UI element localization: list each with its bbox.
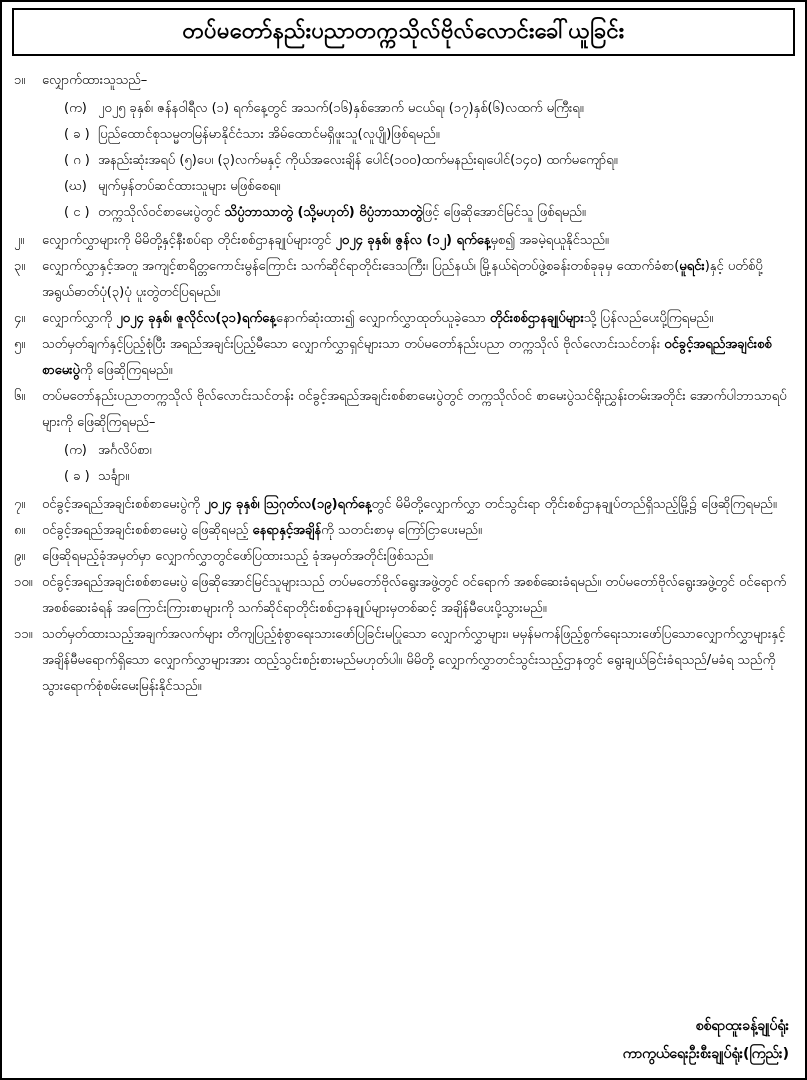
text-segment: သို့ ပြန်လည်ပေးပို့ကြရမည်။ xyxy=(583,311,714,326)
bold-segment: သိပ္ပံဘာသာတွဲ (သို့မဟုတ်) ဗိပ္ပံဘာသာတွဲ xyxy=(224,205,423,220)
section-text xyxy=(42,492,791,518)
bold-segment: ဝင်ခွင့်အရည်အချင်းစစ်စာမေးပွဲ xyxy=(42,337,772,378)
text-segment: ကို ဖြေဆိုကြရမည်။ xyxy=(79,363,173,378)
section-2 xyxy=(14,228,791,254)
notice-title: တပ်မတော်နည်းပညာတက္ကသိုလ်ဗိုလ်လောင်းခေါ်ယူခြင်း xyxy=(12,8,795,56)
section-text: ဝင်ခွင့်အရည်အချင်းစစ်စာမေးပွဲ ဖြေဆိုအောင်မြင်သူများသည် တပ်မတော်ဗိုလ်ရွေးအဖွဲ့တွင် ဝင်ရောက် အစစ်ဆေးခံရမည်။ တပ်မတော်ဗိုလ်ရွေးအဖွဲ့တွင် ဝင်ရောက်အစစ်ဆေးခံရန် အကြောင်းကြားစာများကို သက်ဆိုင်ရာတိုင်းစစ်ဌာနချုပ်များမှတစ်ဆင့် အချိန်မီပေးပို့သွားမည်။ xyxy=(42,575,787,616)
item-text xyxy=(98,200,791,226)
item-letter: ( င ) xyxy=(64,205,90,220)
item-text: သင်္ချာ။ xyxy=(98,469,130,484)
parent-office: ကာကွယ်ရေးဦးစီးချုပ်ရုံး(ကြည်း) xyxy=(622,1046,789,1062)
bold-segment: တိုင်းစစ်ဌာနချုပ်များ xyxy=(489,311,584,326)
text-segment: တွင် မိမိတို့လျှောက်လွှာ တင်သွင်းရာ တိုင်းစစ်ဌာနချုပ်တည်ရှိသည့်မြို့၌ ဖြေဆိုကြရမည်။ xyxy=(371,497,777,512)
item-text: မျက်မှန်တပ်ဆင်ထားသူများ မဖြစ်စေရ။ xyxy=(98,179,281,194)
text-segment: လျှောက်လွှာနှင့်အတူ အကျင့်စာရိတ္တကောင်းမွန်ကြောင်း သက်ဆိုင်ရာတိုင်းဒေသကြီး၊ ပြည်နယ်၊ မြို့နယ်ရဲတပ်ဖွဲ့စခန်းတစ်ခုခုမှ ထောက်ခံစာ( xyxy=(42,259,680,274)
section-5 xyxy=(14,332,791,384)
issuing-office: စစ်ရာထူးခန့်ချုပ်ရုံး xyxy=(695,1018,789,1034)
section-text xyxy=(42,306,791,332)
section-number: ၁။ xyxy=(14,73,26,88)
section-text xyxy=(42,332,791,384)
section-number: ၆။ xyxy=(14,389,26,404)
section-number: ၁၁။ xyxy=(14,627,33,642)
text-segment: သတ်မှတ်ချက်နှင့်ပြည့်စုံပြီး အရည်အချင်းပြည့်မီသော လျှောက်လွှာရှင်များသာ တပ်မတော်နည်းပညာ တက္ကသိုလ် ဗိုလ်လောင်းသင်တန်း xyxy=(42,337,665,352)
text-segment: မှစ၍ အခမဲ့ရယူနိုင်သည်။ xyxy=(490,233,609,248)
section-text: ဖြေဆိုရမည့်ခုံအမှတ်မှာ လျှောက်လွှာတွင်ဖော်ပြထားသည့် ခုံအမှတ်အတိုင်းဖြစ်သည်။ xyxy=(42,549,433,564)
text-segment: တက္ကသိုလ်ဝင်စာမေးပွဲတွင် xyxy=(98,205,225,220)
subject-item xyxy=(14,438,791,464)
section-4 xyxy=(14,306,791,332)
subject-item xyxy=(14,464,791,490)
section-3 xyxy=(14,254,791,306)
section-number: ၂။ xyxy=(14,233,25,248)
item-letter: (ဃ) xyxy=(64,179,87,194)
text-segment: နောက်ဆုံးထား၍ လျှောက်လွှာထုတ်ယူခဲ့သော xyxy=(275,311,490,326)
item-text: ၂၀၂၅ ခုနှစ်၊ ဇန်နဝါရီလ (၁) ရက်နေ့တွင် အသက်(၁၆)နှစ်အောက် မငယ်ရ၊ (၁၇)နှစ်(၆)လထက် မကြီးရ။ xyxy=(98,101,584,116)
section-number: ၈။ xyxy=(14,523,26,538)
section-11 xyxy=(14,622,791,700)
section-text: သတ်မှတ်ထားသည့်အချက်အလက်များ တိကျပြည့်စုံစွာရေးသားဖော်ပြခြင်းမပြုသော လျှောက်လွှာများ၊ မမှန်မကန်ဖြည့်စွက်ရေးသားဖော်ပြသောလျှောက်လွှာများနှင့် အချိန်မီမရောက်ရှိသော လျှောက်လွှာများအား ထည့်သွင်းစဉ်းစားမည်မဟုတ်ပါ။ မိမိတို့ လျှောက်လွှာတင်သွင်းသည့်ဌာနတွင် ရွေးချယ်ခြင်းခံရသည်/မခံရ သည်ကို သွားရောက်စုံစမ်းမေးမြန်းနိုင်သည်။ xyxy=(42,627,786,694)
section-text xyxy=(42,518,791,544)
text-segment: ကို သတင်းစာမှ ကြော်ငြာပေးမည်။ xyxy=(321,523,482,538)
section-number: ၇။ xyxy=(14,497,26,512)
section-number: ၄။ xyxy=(14,311,26,326)
text-segment: ဝင်ခွင့်အရည်အချင်းစစ်စာမေးပွဲ ဖြေဆိုရမည့် xyxy=(42,523,253,538)
section-7 xyxy=(14,492,791,518)
item-letter: (က) xyxy=(64,101,87,116)
text-segment: ဝင်ခွင့်အရည်အချင်းစစ်စာမေးပွဲကို xyxy=(42,497,205,512)
section-9 xyxy=(14,544,791,570)
section-6 xyxy=(14,384,791,436)
text-segment: )နှင့် ပတ်စ်ပို့အရွယ်ဓာတ်ပုံ(၃)ပုံ ပူးတွဲတင်ပြရမည်။ xyxy=(42,259,763,300)
bold-segment: နေရာနှင့်အချိန် xyxy=(252,523,322,538)
signature-block xyxy=(623,1012,789,1068)
item-text: အင်္ဂလိပ်စာ၊ xyxy=(98,443,152,458)
requirement-item xyxy=(14,174,791,200)
item-letter: ( ဂ ) xyxy=(64,153,90,168)
section-text xyxy=(42,254,791,306)
section-text: တပ်မတော်နည်းပညာတက္ကသိုလ် ဗိုလ်လောင်းသင်တန်း ဝင်ခွင့်အရည်အချင်းစစ်စာမေးပွဲတွင် တက္ကသိုလ်ဝင် စာမေးပွဲသင်ရိုးညွှန်းတမ်းအတိုင်း အောက်ပါဘာသာရပ်များကို ဖြေဆိုကြရမည်– xyxy=(42,389,787,430)
item-letter: ( ခ ) xyxy=(64,127,90,142)
bold-segment: ၂၀၂၄ ခုနှစ်၊ ဇွန်လ (၁၂) ရက်နေ့ xyxy=(335,233,491,248)
section-text xyxy=(42,228,791,254)
requirement-item xyxy=(14,148,791,174)
section-1 xyxy=(14,68,791,94)
section-number: ၅။ xyxy=(14,337,26,352)
text-segment: လျှောက်လွှာများကို မိမိတို့နှင့်နီးစပ်ရာ တိုင်းစစ်ဌာနချုပ်များတွင် xyxy=(42,233,336,248)
text-segment: ဖြင့် ဖြေဆိုအောင်မြင်သူ ဖြစ်ရမည်။ xyxy=(422,205,586,220)
section-8 xyxy=(14,518,791,544)
item-letter: (က) xyxy=(64,443,87,458)
bold-segment: ၂၀၂၄ ခုနှစ်၊ ဇူလိုင်လ(၃၁)ရက်နေ့ xyxy=(116,311,276,326)
requirement-item xyxy=(14,122,791,148)
section-10 xyxy=(14,570,791,622)
section-number: ၁၀။ xyxy=(14,575,33,590)
bold-segment: ၂၀၂၄ ခုနှစ်၊ ဩဂုတ်လ(၁၉)ရက်နေ့ xyxy=(204,497,372,512)
requirement-item xyxy=(14,96,791,122)
item-letter: ( ခ ) xyxy=(64,469,90,484)
bold-segment: မူရင်း xyxy=(679,259,705,274)
requirement-item xyxy=(14,200,791,226)
section-number: ၃။ xyxy=(14,259,26,274)
section-text: လျှောက်ထားသူသည်– xyxy=(42,73,148,88)
section-number: ၉။ xyxy=(14,549,26,564)
item-text: အနည်းဆုံးအရပ် (၅)ပေ၊ (၃)လက်မနှင့် ကိုယ်အလေးချိန် ပေါင်(၁၀၀)ထက်မနည်းရ၊ပေါင်(၁၄၀) ထက်မကျော်ရ။ xyxy=(98,153,618,168)
text-segment: လျှောက်လွှာကို xyxy=(42,311,117,326)
item-text: ပြည်ထောင်စုသမ္မတမြန်မာနိုင်ငံသား အိမ်ထောင်မရှိဖူးသူ(လူပျို)ဖြစ်ရမည်။ xyxy=(98,127,440,142)
